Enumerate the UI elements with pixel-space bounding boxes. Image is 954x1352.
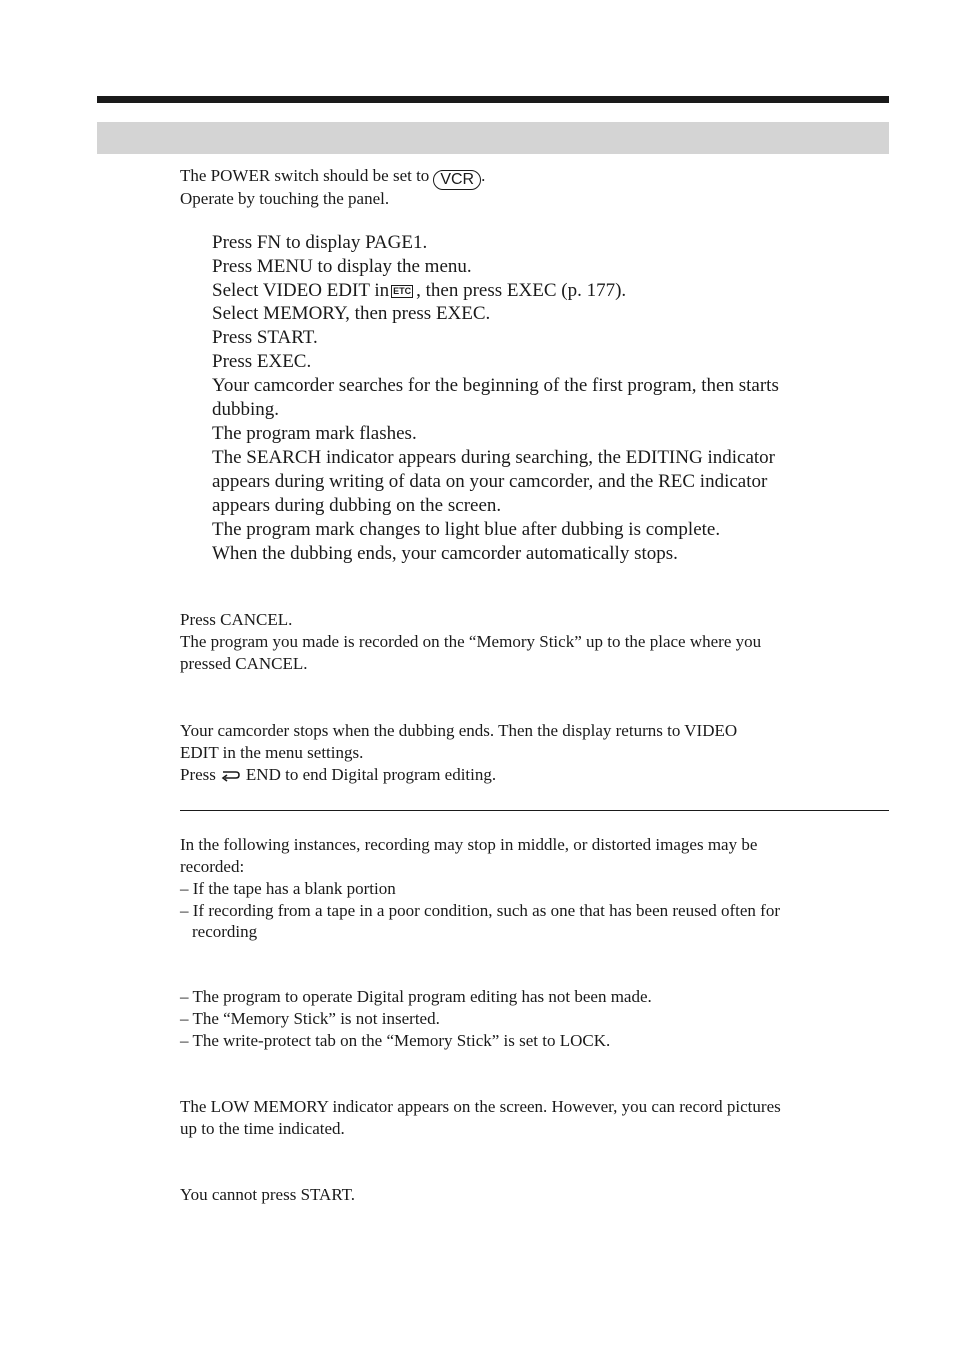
step-line: The program mark flashes.: [212, 423, 417, 444]
note-line: You cannot press START.: [180, 1185, 356, 1204]
note-line: – The “Memory Stick” is not inserted.: [180, 1009, 440, 1028]
return-arrow-icon: [220, 768, 242, 782]
note-line: – The write-protect tab on the “Memory Stick” is set to LOCK.: [180, 1031, 611, 1050]
note-line: The LOW MEMORY indicator appears on the screen. However, you can record pictures: [180, 1097, 781, 1116]
note-line: up to the time indicated.: [180, 1119, 345, 1138]
step-text-tail: , then press EXEC (p. 177).: [416, 280, 627, 301]
power-text: The POWER switch should be set to: [180, 166, 430, 185]
step-line: Your camcorder searches for the beginning of the first program, then starts: [212, 375, 779, 396]
end-line: EDIT in the menu settings.: [180, 743, 364, 762]
operate-text: Operate by touching the panel.: [180, 189, 390, 208]
step-line: appears during writing of data on your camcorder, and the REC indicator: [212, 471, 768, 492]
step-text: Select VIDEO EDIT in: [212, 280, 390, 301]
step-line: Press EXEC.: [212, 351, 312, 372]
power-tail: .: [481, 166, 486, 185]
step-line: Select MEMORY, then press EXEC.: [212, 303, 491, 324]
step-line: The SEARCH indicator appears during searching, the EDITING indicator: [212, 447, 775, 468]
cancel-line: The program you made is recorded on the “Memory Stick” up to the place where you: [180, 632, 762, 651]
note-line: recorded:: [180, 857, 245, 876]
step-line: appears during dubbing on the screen.: [212, 495, 502, 516]
notes-divider: [180, 810, 889, 811]
cancel-line: pressed CANCEL.: [180, 654, 308, 673]
step-line: Press START.: [212, 327, 318, 348]
step-line: [212, 280, 626, 302]
end-tail-text: END to end Digital program editing.: [245, 765, 497, 784]
end-line: Your camcorder stops when the dubbing ends. Then the display returns to VIDEO: [180, 721, 738, 740]
note-line: – If recording from a tape in a poor condition, such as one that has been reused often for: [180, 901, 780, 920]
header-rule: [97, 96, 889, 103]
note-line: – The program to operate Digital program editing has not been made.: [180, 987, 652, 1006]
end-press-text: Press: [180, 765, 216, 784]
note-line: In the following instances, recording may stop in middle, or distorted images may be: [180, 835, 758, 854]
step-line: When the dubbing ends, your camcorder automatically stops.: [212, 543, 678, 564]
note-line: – If the tape has a blank portion: [180, 879, 396, 898]
section-heading-bar: [97, 122, 889, 154]
step-line: The program mark changes to light blue after dubbing is complete.: [212, 519, 721, 540]
cancel-line: Press CANCEL.: [180, 610, 293, 629]
etc-menu-icon: ETC: [393, 286, 412, 296]
power-switch-line: [180, 166, 485, 190]
note-line: recording: [192, 922, 258, 941]
step-line: Press MENU to display the menu.: [212, 256, 472, 277]
step-line: dubbing.: [212, 399, 280, 420]
end-press-line: [180, 765, 496, 785]
vcr-position-icon: VCR: [433, 170, 481, 190]
step-line: Press FN to display PAGE1.: [212, 232, 428, 253]
